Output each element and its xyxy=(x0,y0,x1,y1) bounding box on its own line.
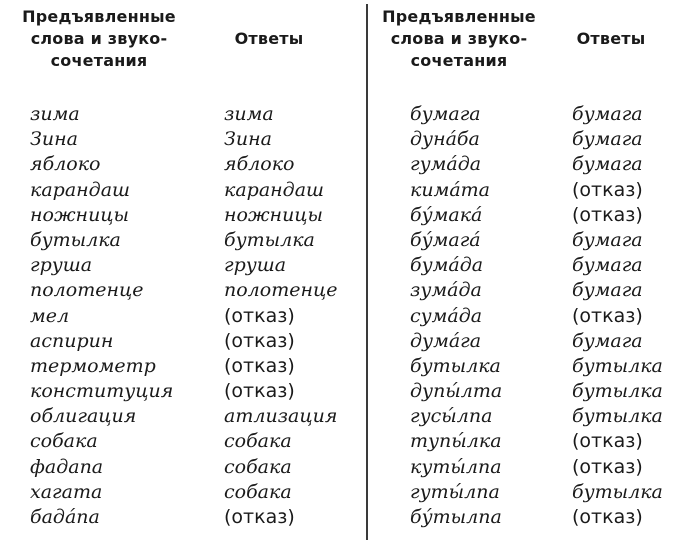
right-stimulus-cell: гуты́лпа xyxy=(410,480,500,503)
right-stimulus-cell: тупы́лка xyxy=(410,430,502,453)
left-stimulus-cell: ножницы xyxy=(30,203,130,226)
right-answer-cell: бумага xyxy=(572,329,643,352)
left-stimulus-cell: Зина xyxy=(30,128,78,151)
right-answer-cell: бумага xyxy=(572,153,643,176)
left-answer-cell: собака xyxy=(224,480,292,503)
left-answer-cell: груша xyxy=(224,254,287,277)
left-stimulus-cell: облигация xyxy=(30,405,137,428)
left-answers-column xyxy=(224,102,338,530)
left-answer-cell: Зина xyxy=(224,128,272,151)
left-stimulus-cell: фадапа xyxy=(30,455,104,478)
right-answer-cell: бумага xyxy=(572,279,643,302)
left-stimulus-cell: груша xyxy=(30,254,93,277)
left-answer-cell: яблоко xyxy=(224,153,295,176)
right-answer-cell: бумага xyxy=(572,228,643,251)
left-answer-cell: ножницы xyxy=(224,203,324,226)
right-answer-cell: бумага xyxy=(572,128,643,151)
right-stimuli-header-line-3: сочетания xyxy=(410,51,508,70)
right-stimulus-cell: бума́да xyxy=(410,254,484,277)
left-answer-cell: полотенце xyxy=(224,279,338,302)
right-stimuli-header-line-2: слова и звуко- xyxy=(390,29,528,48)
left-stimulus-cell: конституция xyxy=(30,380,174,403)
right-answer-cell: бумага xyxy=(572,103,643,125)
right-answer-cell: бутылка xyxy=(572,354,663,377)
right-stimulus-cell: сума́да xyxy=(410,304,483,327)
right-answer-cell: (отказ) xyxy=(572,178,643,201)
left-stimulus-cell: полотенце xyxy=(30,279,144,302)
right-stimulus-cell: бутылка xyxy=(410,354,501,377)
left-stimuli-header-line-1: Предъявленные xyxy=(22,7,176,26)
right-stimulus-cell: дуна́ба xyxy=(410,128,480,151)
left-stimulus-cell: зима xyxy=(30,103,80,125)
left-stimulus-cell: карандаш xyxy=(30,178,131,201)
left-answer-cell: (отказ) xyxy=(224,380,295,403)
column-divider xyxy=(366,4,368,540)
left-answer-cell: (отказ) xyxy=(224,304,295,327)
right-stimulus-cell: кима́та xyxy=(410,178,491,201)
left-stimulus-cell: яблоко xyxy=(30,153,101,176)
right-stimulus-cell: гусы́лпа xyxy=(410,405,493,428)
right-stimulus-cell: бу́мака́ xyxy=(410,203,483,226)
left-answers-header: Ответы xyxy=(234,29,304,48)
right-stimulus-cell: бу́мага́ xyxy=(410,228,481,251)
right-answer-cell: (отказ) xyxy=(572,304,643,327)
right-stimuli-header xyxy=(370,6,548,72)
left-answer-cell: собака xyxy=(224,430,292,453)
right-stimulus-cell: дупы́лта xyxy=(410,380,503,403)
left-stimuli-header-line-3: сочетания xyxy=(50,51,148,70)
left-answer-cell: атлизация xyxy=(224,405,338,428)
right-stimulus-cell: куты́лпа xyxy=(410,455,502,478)
left-answer-cell: (отказ) xyxy=(224,506,295,528)
left-stimulus-cell: мел xyxy=(30,304,70,327)
left-answer-cell: бутылка xyxy=(224,228,315,251)
left-stimulus-cell: собака xyxy=(30,430,98,453)
right-stimulus-cell: зума́да xyxy=(410,279,482,302)
right-stimulus-cell: бумага xyxy=(410,103,481,125)
right-answer-cell: бутылка xyxy=(572,480,663,503)
left-stimulus-cell: хагата xyxy=(30,480,103,503)
right-answer-cell: бутылка xyxy=(572,405,663,428)
right-stimulus-cell: дума́га xyxy=(410,329,482,352)
right-stimulus-cell: гума́да xyxy=(410,153,482,176)
left-stimulus-cell: бада́па xyxy=(30,506,100,528)
left-stimulus-cell: термометр xyxy=(30,354,156,377)
right-answer-cell: (отказ) xyxy=(572,203,643,226)
right-answer-cell: (отказ) xyxy=(572,455,643,478)
right-answer-cell: бумага xyxy=(572,254,643,277)
left-answer-cell: (отказ) xyxy=(224,354,295,377)
right-answer-cell: (отказ) xyxy=(572,430,643,453)
left-stimuli-column xyxy=(30,102,173,530)
right-stimuli-header-line-1: Предъявленные xyxy=(382,7,536,26)
right-stimuli-column xyxy=(410,102,502,530)
right-answer-cell: бутылка xyxy=(572,380,663,403)
right-answers-column xyxy=(572,102,663,530)
left-stimulus-cell: аспирин xyxy=(30,329,114,352)
right-answers-header: Ответы xyxy=(576,29,646,48)
left-answer-cell: (отказ) xyxy=(224,329,295,352)
left-stimuli-header xyxy=(10,6,188,72)
left-answer-cell: зима xyxy=(224,103,274,125)
left-stimulus-cell: бутылка xyxy=(30,228,121,251)
right-stimulus-cell: бу́тылпа xyxy=(410,506,502,528)
left-answer-cell: карандаш xyxy=(224,178,325,201)
left-answer-cell: собака xyxy=(224,455,292,478)
right-answer-cell: (отказ) xyxy=(572,506,643,528)
left-stimuli-header-line-2: слова и звуко- xyxy=(30,29,168,48)
